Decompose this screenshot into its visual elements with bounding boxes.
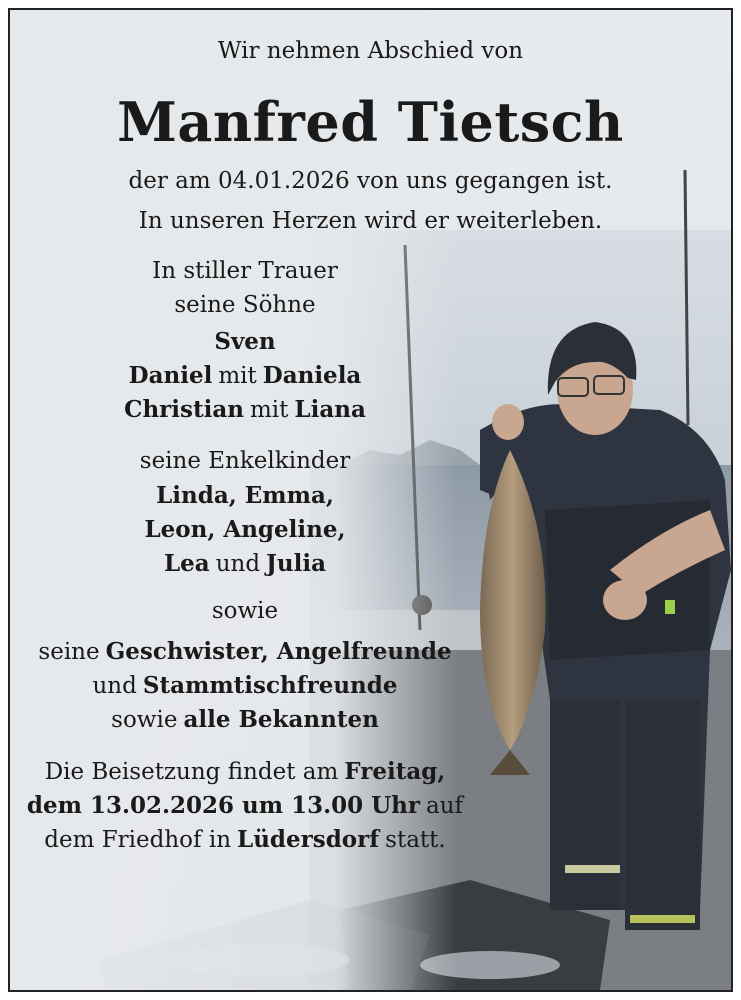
stammtisch-line — [10, 672, 480, 699]
partner-daniela: Daniela — [262, 362, 362, 389]
geschwister-text: Geschwister, Angelfreunde — [105, 638, 452, 665]
date-line: der am 04.01.2026 von uns gegangen ist. — [128, 168, 613, 194]
grandchildren-3 — [10, 550, 480, 577]
seine-word: seine — [38, 639, 100, 665]
funeral-datetime: dem 13.02.2026 um 13.00 Uhr — [26, 792, 421, 819]
mit-word: mit — [249, 397, 289, 423]
son-christian: Christian — [124, 396, 244, 423]
sowie-line: sowie — [211, 598, 279, 624]
und-word: und — [92, 673, 137, 699]
stammtisch-text: Stammtischfreunde — [142, 672, 398, 699]
funeral-line-1 — [10, 758, 480, 785]
geschwister-line — [10, 638, 480, 665]
funeral-line-2 — [10, 792, 480, 819]
enkel-label: seine Enkelkinder — [139, 448, 351, 474]
grandchildren-1: Linda, Emma, — [156, 482, 334, 509]
grandchild-lea: Lea — [163, 550, 210, 577]
funeral-day: Freitag, — [344, 758, 446, 785]
partner-liana: Liana — [294, 396, 366, 423]
funeral-line-3 — [10, 826, 480, 853]
grandchildren-2: Leon, Angeline, — [144, 516, 346, 543]
grandchild-julia: Julia — [266, 550, 327, 577]
son-sven: Sven — [214, 328, 276, 355]
funeral-text: Die Beisetzung findet am — [44, 759, 339, 785]
son-daniel: Daniel — [128, 362, 213, 389]
mit-word: mit — [218, 363, 257, 389]
bekannte-text: alle Bekannten — [183, 706, 379, 733]
bekannte-line — [10, 706, 480, 733]
son-christian-line — [10, 396, 480, 423]
funeral-place: Lüdersdorf — [237, 826, 380, 853]
intro-line: Wir nehmen Abschied von — [217, 38, 524, 64]
sowie-word: sowie — [111, 707, 178, 733]
memory-line: In unseren Herzen wird er weiterleben. — [138, 208, 603, 234]
funeral-auf: auf — [426, 793, 464, 819]
funeral-friedhof: dem Friedhof in — [44, 827, 232, 853]
soehne-label: seine Söhne — [174, 292, 316, 318]
obituary-frame — [8, 8, 733, 992]
son-daniel-line — [10, 362, 480, 389]
funeral-statt: statt. — [385, 827, 446, 853]
trauer-line: In stiller Trauer — [152, 258, 338, 284]
und-word: und — [215, 551, 261, 577]
deceased-name: Manfred Tietsch — [117, 90, 624, 154]
